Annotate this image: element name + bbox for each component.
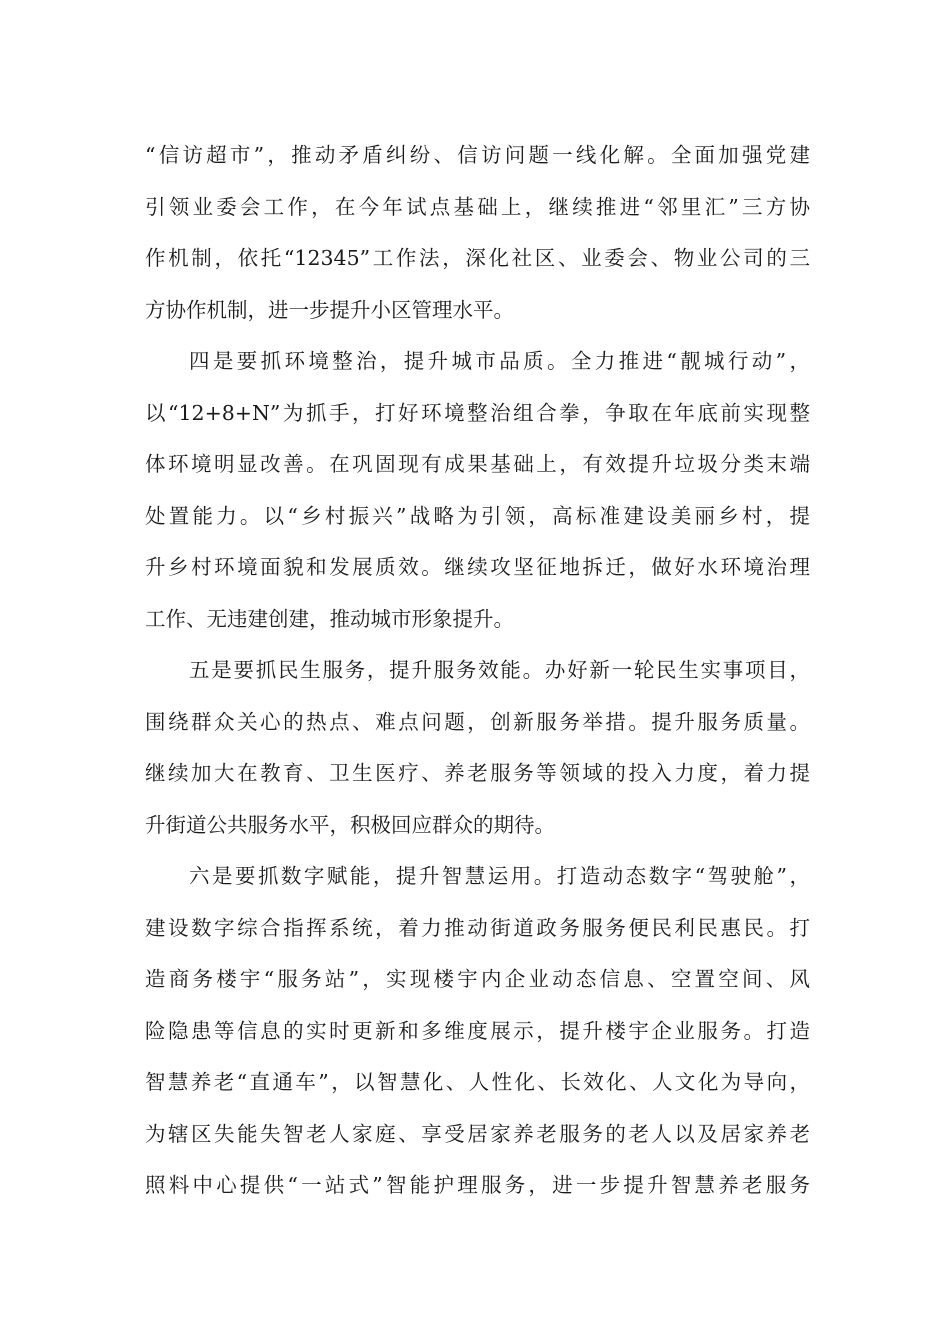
text-line: 升乡村环境面貌和发展质效。继续攻坚征地拆迁，做好水环境治理 bbox=[145, 555, 810, 579]
text-line: 处置能力。以“乡村振兴”战略为引领，高标准建设美丽乡村，提 bbox=[145, 503, 810, 528]
paragraph-environment bbox=[145, 336, 810, 645]
text-line: 作机制，依托“12345”工作法，深化社区、业委会、物业公司的三 bbox=[145, 246, 810, 270]
paragraph-continuation bbox=[145, 130, 810, 336]
text-line: 体环境明显改善。在巩固现有成果基础上，有效提升垃圾分类末端 bbox=[145, 452, 810, 476]
text-line: 造商务楼宇“服务站”，实现楼宇内企业动态信息、空置空间、风 bbox=[145, 967, 810, 991]
text-line: 险隐患等信息的实时更新和多维度展示，提升楼宇企业服务。打造 bbox=[145, 1018, 810, 1043]
text-line: 方协作机制，进一步提升小区管理水平。 bbox=[145, 297, 514, 322]
text-line: 升街道公共服务水平，积极回应群众的期待。 bbox=[145, 812, 555, 837]
document-body bbox=[145, 130, 810, 1212]
text-line: 继续加大在教育、卫生医疗、养老服务等领域的投入力度，着力提 bbox=[145, 761, 810, 785]
text-line: 围绕群众关心的热点、难点问题，创新服务举措。提升服务质量。 bbox=[145, 709, 810, 734]
text-line: 智慧养老“直通车”，以智慧化、人性化、长效化、人文化为导向， bbox=[145, 1070, 810, 1094]
paragraph-livelihood bbox=[145, 645, 810, 851]
text-line: 引领业委会工作，在今年试点基础上，继续推进“邻里汇”三方协 bbox=[145, 194, 810, 219]
text-line: 为辖区失能失智老人家庭、享受居家养老服务的老人以及居家养老 bbox=[145, 1121, 810, 1146]
text-line: 五是要抓民生服务，提升服务效能。办好新一轮民生实事项目， bbox=[189, 658, 810, 682]
text-line: “信访超市”，推动矛盾纠纷、信访问题一线化解。全面加强党建 bbox=[145, 143, 810, 167]
paragraph-digital bbox=[145, 851, 810, 1212]
text-line: 照料中心提供“一站式”智能护理服务，进一步提升智慧养老服务 bbox=[145, 1173, 810, 1197]
text-line: 工作、无违建创建，推动城市形象提升。 bbox=[145, 606, 514, 631]
text-line: 四是要抓环境整治，提升城市品质。全力推进“靓城行动”， bbox=[189, 349, 810, 373]
text-line: 以“12+8+N”为抓手，打好环境整治组合拳，争取在年底前实现整 bbox=[145, 400, 810, 425]
text-line: 建设数字综合指挥系统，着力推动街道政务服务便民利民惠民。打 bbox=[145, 915, 810, 940]
text-line: 六是要抓数字赋能，提升智慧运用。打造动态数字“驾驶舱”， bbox=[189, 864, 810, 888]
